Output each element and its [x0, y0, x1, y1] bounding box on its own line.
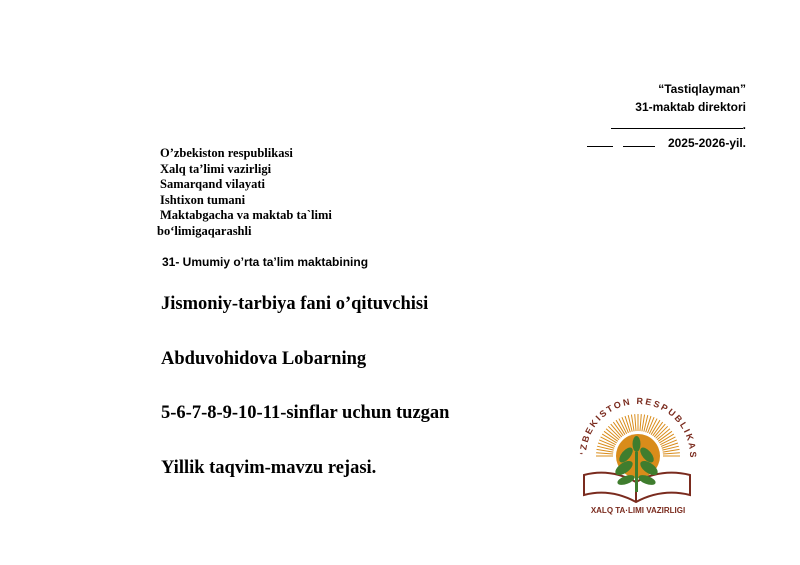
ministry-emblem: [572, 380, 702, 520]
emblem-bottom-text: XALQ TA·LIMI VAZIRLIGI: [590, 506, 686, 515]
signature-end: .: [742, 118, 746, 132]
day-underline: [587, 134, 613, 147]
signature-underline: [611, 116, 743, 129]
organization-block: [157, 146, 332, 239]
org-department: Maktabgacha va maktab ta`limi: [160, 208, 332, 222]
org-region: Samarqand vilayati: [160, 177, 265, 191]
academic-year: 2025-2026-yil.: [667, 136, 746, 150]
org-ministry: Xalq ta’limi vazirligi: [160, 161, 272, 176]
emblem-icon: [572, 380, 702, 520]
approval-title: “Tastiqlayman”: [658, 82, 746, 96]
org-department-cont: bo‘limigaqarashli: [157, 223, 252, 238]
org-country: O’zbekiston respublikasi: [160, 146, 293, 160]
teacher-name: Abduvohidova Lobarning: [161, 349, 367, 369]
director-position: 31-maktab direktori: [635, 100, 746, 114]
subject-heading: Jismoniy-tarbiya fani o’qituvchisi: [161, 294, 429, 314]
school-name: 31- Umumiy o’rta ta’lim maktabining: [162, 255, 369, 269]
org-district: Ishtixon tumani: [160, 192, 246, 207]
emblem-arc-text: ‘ZBEKISTON RESPUBLIKAS: [577, 395, 699, 460]
date-line: [587, 134, 746, 152]
plan-title: Yillik taqvim-mavzu rejasi.: [161, 458, 377, 478]
month-underline: [623, 134, 655, 147]
grades-line: 5-6-7-8-9-10-11-sinflar uchun tuzgan: [161, 403, 450, 423]
signature-line: [587, 116, 746, 134]
approval-block: [587, 80, 746, 152]
